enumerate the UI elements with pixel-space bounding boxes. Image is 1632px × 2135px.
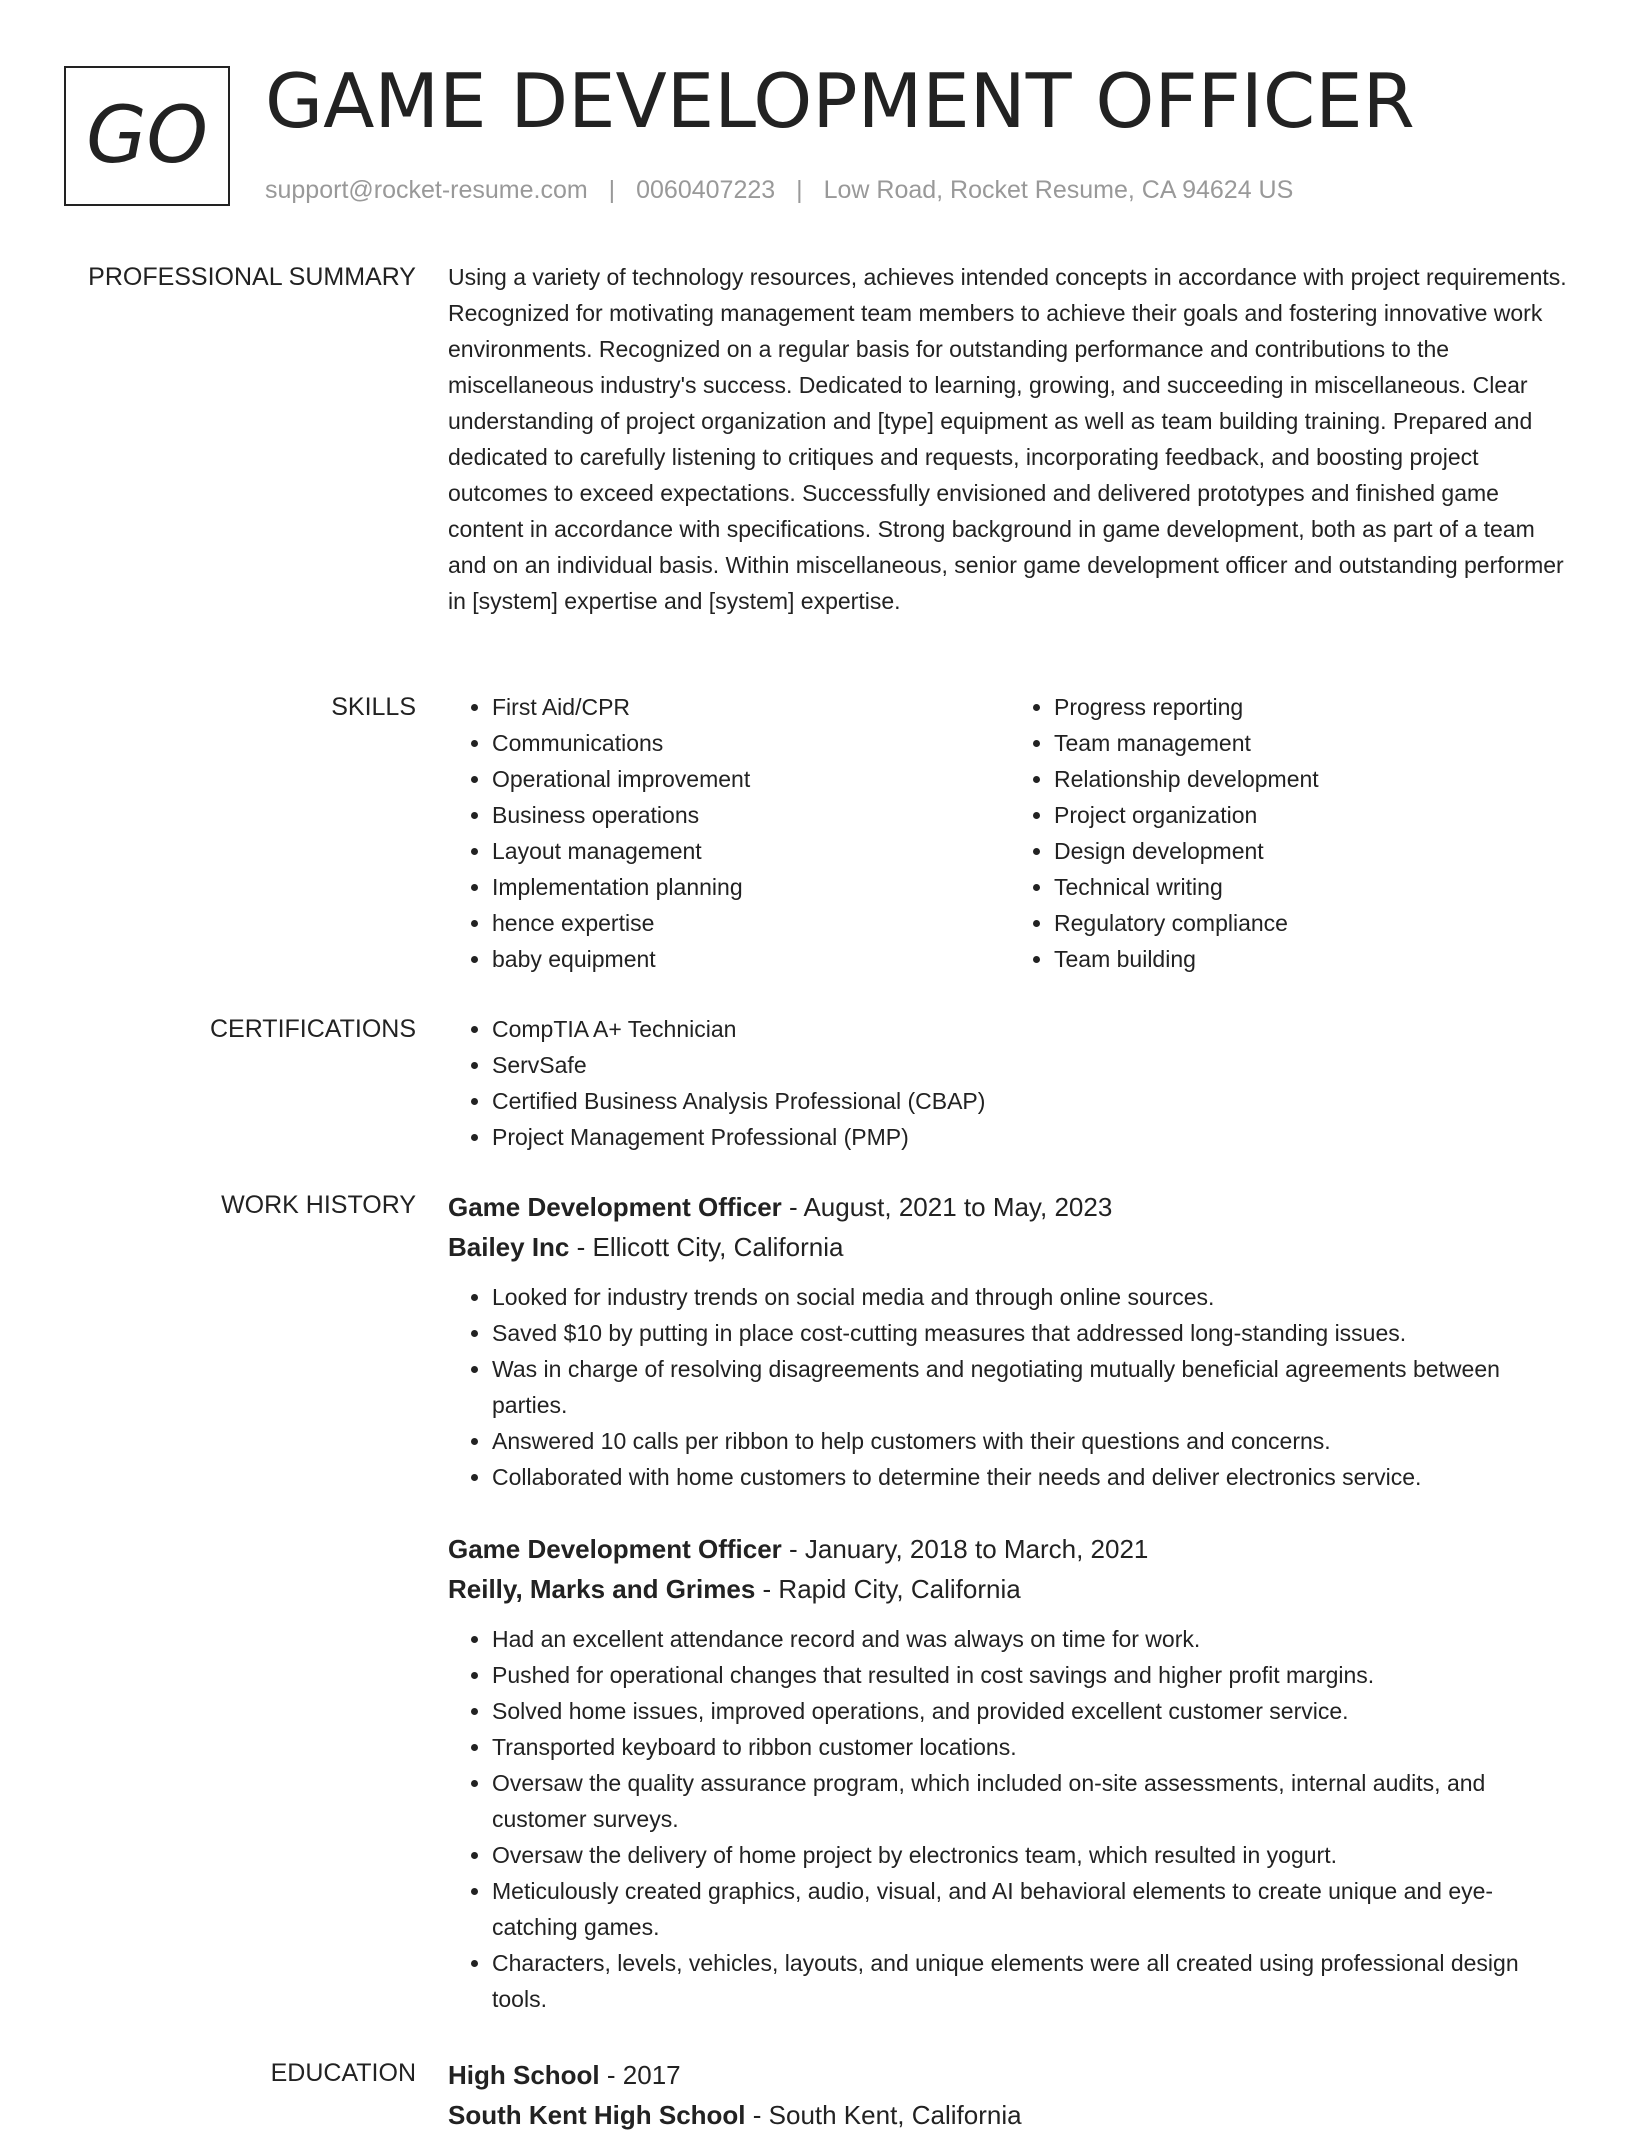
job-entry	[448, 1187, 1572, 1495]
summary-body	[448, 259, 1572, 619]
skill-item: • Business operations	[492, 797, 1010, 833]
education-year: - 2017	[599, 2060, 681, 2090]
education-location: - South Kent, California	[745, 2100, 1022, 2130]
job-bullet: • Transported keyboard to ribbon customer locations.	[492, 1729, 1572, 1765]
job-company: Reilly, Marks and Grimes	[448, 1574, 756, 1604]
job-dates: - January, 2018 to March, 2021	[781, 1534, 1149, 1564]
education-school-line	[448, 2095, 1572, 2135]
monogram-initials: GO	[86, 91, 208, 181]
certification-item: • ServSafe	[492, 1047, 1572, 1083]
job-company-line	[448, 1227, 1572, 1267]
section-label-certifications: CERTIFICATIONS	[209, 1015, 416, 1043]
contact-separator: |	[796, 176, 803, 204]
certifications-list	[448, 1011, 1572, 1155]
job-bullets	[448, 1621, 1572, 2017]
section-label-summary: PROFESSIONAL SUMMARY	[88, 263, 416, 291]
skill-item: • First Aid/CPR	[492, 689, 1010, 725]
job-bullet: • Pushed for operational changes that resulted in cost savings and higher profit margins.	[492, 1657, 1572, 1693]
monogram-box	[64, 66, 230, 206]
skill-item: • hence expertise	[492, 905, 1010, 941]
job-title: Game Development Officer	[448, 1534, 782, 1564]
job-company-line	[448, 1569, 1572, 1609]
job-bullet: • Solved home issues, improved operations, and provided excellent customer service.	[492, 1693, 1572, 1729]
skill-item: • Implementation planning	[492, 869, 1010, 905]
skills-list-left	[448, 689, 1010, 977]
education-degree-line	[448, 2055, 1572, 2095]
skill-item: • baby equipment	[492, 941, 1010, 977]
job-bullet: • Saved $10 by putting in place cost-cutting measures that addressed long-standing issues.	[492, 1315, 1572, 1351]
job-bullets	[448, 1279, 1572, 1495]
certifications-body	[448, 1011, 1572, 1155]
summary-text: Using a variety of technology resources, achieves intended concepts in accordance with project requirements. Recognized for motivating management team members to achieve their goals and fostering innovative work environments. Recognized on a regular basis for outstanding performance and contributions to the miscellaneous industry's success. Dedicated to learning, growing, and succeeding in miscellaneous. Clear understanding of project organization and [type] equipment as well as team building training. Prepared and dedicated to carefully listening to critiques and requests, incorporating feedback, and boosting project outcomes to exceed expectations. Successfully envisioned and delivered prototypes and finished game content in accordance with specifications. Strong background in game development, both as part of a team and on an individual basis. Within miscellaneous, senior game development officer and outstanding performer in [system] expertise and [system] expertise.	[448, 264, 1567, 614]
job-title: Game Development Officer	[448, 1192, 782, 1222]
job-title-line	[448, 1187, 1572, 1227]
job-title-line	[448, 1529, 1572, 1569]
certification-item: • Certified Business Analysis Professional (CBAP)	[492, 1083, 1572, 1119]
section-label-skills: SKILLS	[331, 693, 416, 721]
education-body	[448, 2055, 1572, 2135]
contact-separator: |	[608, 176, 616, 204]
job-entry	[448, 1529, 1572, 2017]
contact-address: Low Road, Rocket Resume, CA 94624 US	[823, 176, 1294, 204]
resume-title: GAME DEVELOPMENT OFFICER	[265, 57, 1415, 145]
skill-item: • Relationship development	[1054, 761, 1572, 797]
contact-line	[265, 174, 1293, 206]
education-school: South Kent High School	[448, 2100, 746, 2130]
contact-email: support@rocket-resume.com	[265, 176, 588, 204]
job-bullet: • Oversaw the delivery of home project by electronics team, which resulted in yogurt.	[492, 1837, 1572, 1873]
job-location: - Ellicott City, California	[569, 1232, 844, 1262]
skills-list-right	[1010, 689, 1572, 977]
skill-item: • Team management	[1054, 725, 1572, 761]
job-bullet: • Was in charge of resolving disagreements and negotiating mutually beneficial agreements between parties.	[492, 1351, 1572, 1423]
skill-item: • Technical writing	[1054, 869, 1572, 905]
job-bullet: • Answered 10 calls per ribbon to help customers with their questions and concerns.	[492, 1423, 1572, 1459]
certification-item: • Project Management Professional (PMP)	[492, 1119, 1572, 1155]
skill-item: • Layout management	[492, 833, 1010, 869]
job-bullet: • Had an excellent attendance record and was always on time for work.	[492, 1621, 1572, 1657]
skill-item: • Progress reporting	[1054, 689, 1572, 725]
contact-phone: 0060407223	[636, 176, 776, 204]
job-location: - Rapid City, California	[755, 1574, 1021, 1604]
job-bullet: • Collaborated with home customers to determine their needs and deliver electronics service.	[492, 1459, 1572, 1495]
skill-item: • Communications	[492, 725, 1010, 761]
skill-item: • Operational improvement	[492, 761, 1010, 797]
job-bullet: • Meticulously created graphics, audio, visual, and AI behavioral elements to create unique and eye-catching games.	[492, 1873, 1572, 1945]
job-bullet: • Characters, levels, vehicles, layouts, and unique elements were all created using professional design tools.	[492, 1945, 1572, 2017]
skill-item: • Design development	[1054, 833, 1572, 869]
section-label-work: WORK HISTORY	[221, 1191, 416, 1219]
work-body	[448, 1187, 1572, 2051]
skill-item: • Team building	[1054, 941, 1572, 977]
section-label-education: EDUCATION	[270, 2059, 416, 2087]
job-dates: - August, 2021 to May, 2023	[781, 1192, 1113, 1222]
certification-item: • CompTIA A+ Technician	[492, 1011, 1572, 1047]
job-bullet: • Oversaw the quality assurance program, which included on-site assessments, internal audits, and customer surveys.	[492, 1765, 1572, 1837]
skill-item: • Project organization	[1054, 797, 1572, 833]
education-degree: High School	[448, 2060, 600, 2090]
skill-item: • Regulatory compliance	[1054, 905, 1572, 941]
job-company: Bailey Inc	[448, 1232, 570, 1262]
skills-body	[448, 689, 1572, 977]
job-bullet: • Looked for industry trends on social media and through online sources.	[492, 1279, 1572, 1315]
